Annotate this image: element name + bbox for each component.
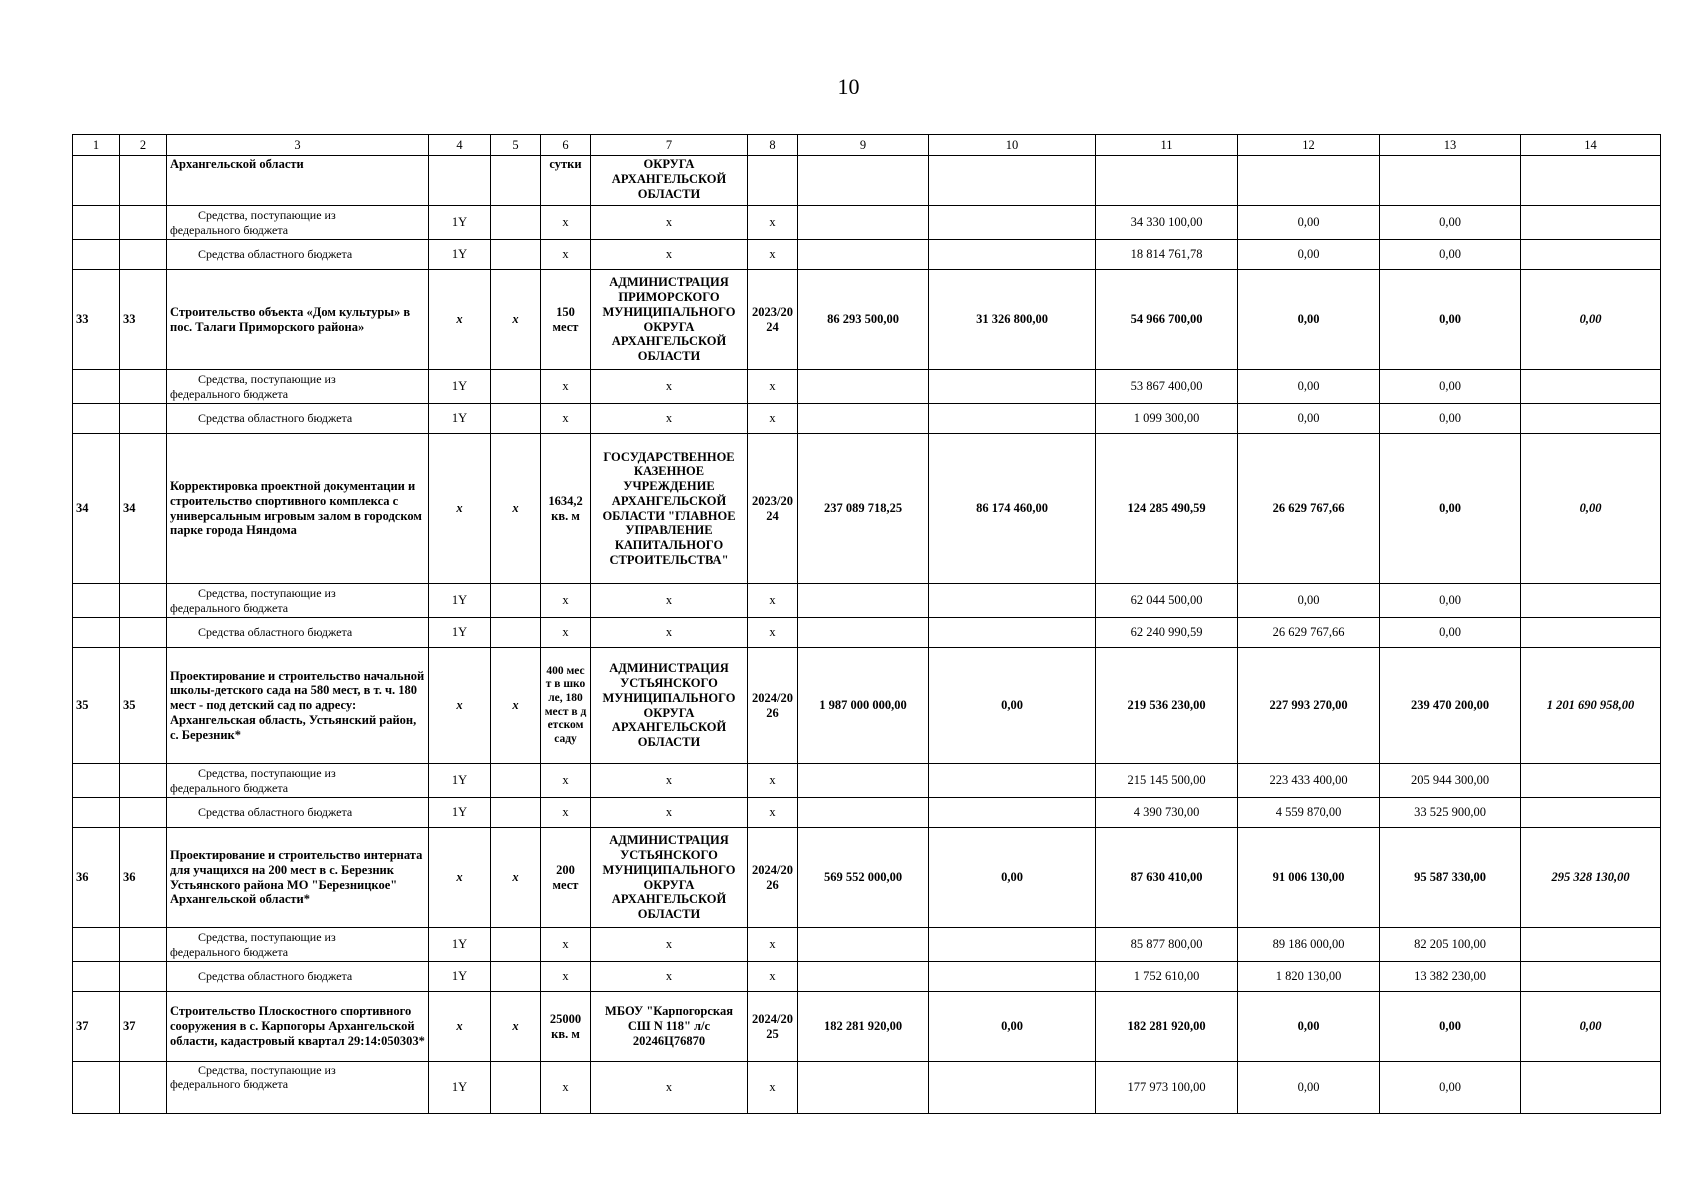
cell xyxy=(73,798,120,828)
amount: 31 326 800,00 xyxy=(929,270,1096,370)
amount: 85 877 800,00 xyxy=(1096,928,1238,962)
amount: 0,00 xyxy=(1380,992,1521,1062)
cell xyxy=(491,206,541,240)
period: 2023/2024 xyxy=(748,434,798,584)
cell xyxy=(491,798,541,828)
cell xyxy=(748,156,798,206)
code: 1Y xyxy=(429,206,491,240)
x-mark: х xyxy=(591,1062,748,1114)
cell xyxy=(1521,156,1661,206)
funding-label: Средства, поступающие из федерального бюджета xyxy=(167,928,429,962)
period: 2024/2026 xyxy=(748,648,798,764)
x-mark: x xyxy=(429,270,491,370)
cell xyxy=(120,928,167,962)
cell xyxy=(120,798,167,828)
x-mark: х xyxy=(541,764,591,798)
table-row-object xyxy=(73,434,1661,584)
capacity: сутки xyxy=(541,156,591,206)
amount: 91 006 130,00 xyxy=(1238,828,1380,928)
x-mark: x xyxy=(429,434,491,584)
x-mark: х xyxy=(591,240,748,270)
amount: 62 240 990,59 xyxy=(1096,618,1238,648)
x-mark: х xyxy=(541,928,591,962)
object-name: Строительство Плоскостного спортивного сооружения в с. Карпогоры Архангельской области, кадастровый квартал 29:14:050303* xyxy=(167,992,429,1062)
amount: 0,00 xyxy=(929,992,1096,1062)
funding-label: Средства, поступающие из федерального бюджета xyxy=(167,1062,429,1114)
amount: 54 966 700,00 xyxy=(1096,270,1238,370)
x-mark: х xyxy=(591,618,748,648)
amount: 13 382 230,00 xyxy=(1380,962,1521,992)
cell xyxy=(798,404,929,434)
x-mark: x xyxy=(429,992,491,1062)
object-name: Корректировка проектной документации и строительство спортивного комплекса с универсальным игровым залом в городском парке города Няндома xyxy=(167,434,429,584)
funding-label: Средства областного бюджета xyxy=(167,962,429,992)
cell xyxy=(929,156,1096,206)
amount: 95 587 330,00 xyxy=(1380,828,1521,928)
amount: 87 630 410,00 xyxy=(1096,828,1238,928)
x-mark: х xyxy=(748,1062,798,1114)
amount: 0,00 xyxy=(1380,240,1521,270)
amount: 62 044 500,00 xyxy=(1096,584,1238,618)
cell xyxy=(798,1062,929,1114)
table-row-federal xyxy=(73,928,1661,962)
cell xyxy=(120,404,167,434)
x-mark: х xyxy=(541,1062,591,1114)
table-row-regional xyxy=(73,240,1661,270)
cell xyxy=(73,928,120,962)
cell xyxy=(491,156,541,206)
header-row xyxy=(73,135,1661,156)
amount: 86 174 460,00 xyxy=(929,434,1096,584)
table-row-object xyxy=(73,270,1661,370)
cell xyxy=(120,962,167,992)
x-mark: х xyxy=(748,240,798,270)
cell xyxy=(798,584,929,618)
cell xyxy=(1521,962,1661,992)
x-mark: х xyxy=(748,962,798,992)
cell xyxy=(73,206,120,240)
x-mark: х xyxy=(541,584,591,618)
cell xyxy=(120,240,167,270)
capacity: 150 мест xyxy=(541,270,591,370)
amount: 0,00 xyxy=(1380,270,1521,370)
amount: 0,00 xyxy=(929,648,1096,764)
amount: 26 629 767,66 xyxy=(1238,434,1380,584)
amount: 0,00 xyxy=(1521,992,1661,1062)
table-row-regional xyxy=(73,618,1661,648)
row-number: 36 xyxy=(73,828,120,928)
amount: 4 559 870,00 xyxy=(1238,798,1380,828)
organization: ОКРУГА АРХАНГЕЛЬСКОЙ ОБЛАСТИ xyxy=(591,156,748,206)
capacity: 25000 кв. м xyxy=(541,992,591,1062)
cell xyxy=(1521,404,1661,434)
cell xyxy=(1521,370,1661,404)
cell xyxy=(1521,764,1661,798)
x-mark: х xyxy=(591,584,748,618)
row-number: 33 xyxy=(120,270,167,370)
row-number: 35 xyxy=(120,648,167,764)
cell xyxy=(120,156,167,206)
cell xyxy=(73,370,120,404)
cell xyxy=(929,240,1096,270)
amount: 82 205 100,00 xyxy=(1380,928,1521,962)
cell xyxy=(929,206,1096,240)
code: 1Y xyxy=(429,928,491,962)
amount: 0,00 xyxy=(1238,1062,1380,1114)
amount: 0,00 xyxy=(1521,434,1661,584)
cell xyxy=(491,764,541,798)
cell xyxy=(1521,798,1661,828)
table-row-federal xyxy=(73,370,1661,404)
x-mark: х xyxy=(591,370,748,404)
funding-label: Средства областного бюджета xyxy=(167,240,429,270)
amount: 0,00 xyxy=(1380,370,1521,404)
header-cell: 9 xyxy=(798,135,929,156)
cell xyxy=(1521,928,1661,962)
table-row-federal xyxy=(73,764,1661,798)
header-cell: 6 xyxy=(541,135,591,156)
code: 1Y xyxy=(429,1062,491,1114)
amount: 0,00 xyxy=(1380,434,1521,584)
cell xyxy=(120,206,167,240)
amount: 0,00 xyxy=(1380,1062,1521,1114)
code: 1Y xyxy=(429,584,491,618)
x-mark: х xyxy=(591,404,748,434)
cell xyxy=(929,764,1096,798)
amount: 1 987 000 000,00 xyxy=(798,648,929,764)
table-row-object xyxy=(73,992,1661,1062)
object-name: Архангельской области xyxy=(167,156,429,206)
investment-table xyxy=(72,134,1661,1114)
cell xyxy=(929,928,1096,962)
cell xyxy=(798,928,929,962)
funding-label: Средства областного бюджета xyxy=(167,618,429,648)
organization: АДМИНИСТРАЦИЯ ПРИМОРСКОГО МУНИЦИПАЛЬНОГО ОКРУГА АРХАНГЕЛЬСКОЙ ОБЛАСТИ xyxy=(591,270,748,370)
header-cell: 12 xyxy=(1238,135,1380,156)
cell xyxy=(491,240,541,270)
amount: 0,00 xyxy=(1238,404,1380,434)
cell xyxy=(1380,156,1521,206)
x-mark: x xyxy=(491,828,541,928)
amount: 569 552 000,00 xyxy=(798,828,929,928)
amount: 227 993 270,00 xyxy=(1238,648,1380,764)
x-mark: x xyxy=(491,434,541,584)
x-mark: х xyxy=(591,764,748,798)
cell xyxy=(1521,618,1661,648)
header-cell: 10 xyxy=(929,135,1096,156)
amount: 0,00 xyxy=(1380,206,1521,240)
row-number: 37 xyxy=(120,992,167,1062)
object-name: Проектирование и строительство интерната для учащихся на 200 мест в с. Березник Устьянского района МО "Березницкое" Архангельской области* xyxy=(167,828,429,928)
amount: 219 536 230,00 xyxy=(1096,648,1238,764)
cell xyxy=(1521,1062,1661,1114)
cell xyxy=(73,1062,120,1114)
cell xyxy=(798,962,929,992)
cell xyxy=(429,156,491,206)
header-cell: 4 xyxy=(429,135,491,156)
amount: 0,00 xyxy=(1521,270,1661,370)
x-mark: х xyxy=(748,798,798,828)
cell xyxy=(798,206,929,240)
x-mark: х xyxy=(541,962,591,992)
code: 1Y xyxy=(429,618,491,648)
cell xyxy=(491,1062,541,1114)
cell xyxy=(73,584,120,618)
x-mark: х xyxy=(541,240,591,270)
cell xyxy=(929,618,1096,648)
amount: 223 433 400,00 xyxy=(1238,764,1380,798)
x-mark: х xyxy=(541,798,591,828)
header-cell: 14 xyxy=(1521,135,1661,156)
funding-label: Средства, поступающие из федерального бюджета xyxy=(167,764,429,798)
header-cell: 1 xyxy=(73,135,120,156)
cell xyxy=(1521,584,1661,618)
amount: 89 186 000,00 xyxy=(1238,928,1380,962)
cell xyxy=(491,584,541,618)
cell xyxy=(1521,206,1661,240)
row-number: 34 xyxy=(73,434,120,584)
x-mark: х xyxy=(541,370,591,404)
x-mark: x xyxy=(491,648,541,764)
amount: 1 201 690 958,00 xyxy=(1521,648,1661,764)
funding-label: Средства областного бюджета xyxy=(167,404,429,434)
amount: 86 293 500,00 xyxy=(798,270,929,370)
x-mark: x xyxy=(491,270,541,370)
cell xyxy=(120,1062,167,1114)
table-row-regional xyxy=(73,404,1661,434)
cell xyxy=(798,764,929,798)
cell xyxy=(1238,156,1380,206)
organization: АДМИНИСТРАЦИЯ УСТЬЯНСКОГО МУНИЦИПАЛЬНОГО ОКРУГА АРХАНГЕЛЬСКОЙ ОБЛАСТИ xyxy=(591,828,748,928)
page-number: 10 xyxy=(837,74,860,99)
cell xyxy=(73,156,120,206)
amount: 295 328 130,00 xyxy=(1521,828,1661,928)
header-cell: 7 xyxy=(591,135,748,156)
amount: 205 944 300,00 xyxy=(1380,764,1521,798)
code: 1Y xyxy=(429,240,491,270)
cell xyxy=(1096,156,1238,206)
cell xyxy=(929,404,1096,434)
cell xyxy=(491,928,541,962)
cell xyxy=(73,618,120,648)
x-mark: х xyxy=(591,928,748,962)
amount: 237 089 718,25 xyxy=(798,434,929,584)
cell xyxy=(491,618,541,648)
x-mark: х xyxy=(748,370,798,404)
cell xyxy=(491,370,541,404)
amount: 182 281 920,00 xyxy=(798,992,929,1062)
period: 2024/2026 xyxy=(748,828,798,928)
amount: 182 281 920,00 xyxy=(1096,992,1238,1062)
cell xyxy=(798,798,929,828)
cell xyxy=(73,764,120,798)
cell xyxy=(120,584,167,618)
cell xyxy=(929,370,1096,404)
period: 2023/2024 xyxy=(748,270,798,370)
header-cell: 5 xyxy=(491,135,541,156)
funding-label: Средства, поступающие из федерального бюджета xyxy=(167,370,429,404)
table-row-federal xyxy=(73,584,1661,618)
row-number: 37 xyxy=(73,992,120,1062)
header-cell: 3 xyxy=(167,135,429,156)
capacity: 400 мест в школе, 180 мест в детском саду xyxy=(541,648,591,764)
amount: 215 145 500,00 xyxy=(1096,764,1238,798)
amount: 33 525 900,00 xyxy=(1380,798,1521,828)
cell xyxy=(120,370,167,404)
amount: 124 285 490,59 xyxy=(1096,434,1238,584)
table-row-continuation xyxy=(73,156,1661,206)
cell xyxy=(798,370,929,404)
capacity: 1634,2 кв. м xyxy=(541,434,591,584)
amount: 1 099 300,00 xyxy=(1096,404,1238,434)
amount: 18 814 761,78 xyxy=(1096,240,1238,270)
cell xyxy=(798,156,929,206)
table-row-regional xyxy=(73,798,1661,828)
amount: 1 752 610,00 xyxy=(1096,962,1238,992)
amount: 239 470 200,00 xyxy=(1380,648,1521,764)
code: 1Y xyxy=(429,798,491,828)
cell xyxy=(73,404,120,434)
funding-label: Средства, поступающие из федерального бюджета xyxy=(167,206,429,240)
header-cell: 8 xyxy=(748,135,798,156)
x-mark: х xyxy=(591,962,748,992)
object-name: Проектирование и строительство начальной школы-детского сада на 580 мест, в т. ч. 180 мест - под детский сад по адресу: Архангельская область, Устьянский район, с. Березник* xyxy=(167,648,429,764)
cell xyxy=(1521,240,1661,270)
table-row-object xyxy=(73,828,1661,928)
x-mark: х xyxy=(748,584,798,618)
x-mark: х xyxy=(748,618,798,648)
amount: 26 629 767,66 xyxy=(1238,618,1380,648)
cell xyxy=(120,618,167,648)
amount: 0,00 xyxy=(1380,404,1521,434)
code: 1Y xyxy=(429,370,491,404)
organization: МБОУ "Карпогорская СШ N 118" л/с 20246Ц76870 xyxy=(591,992,748,1062)
amount: 1 820 130,00 xyxy=(1238,962,1380,992)
amount: 0,00 xyxy=(1380,618,1521,648)
x-mark: х xyxy=(748,928,798,962)
table-row-federal xyxy=(73,206,1661,240)
amount: 53 867 400,00 xyxy=(1096,370,1238,404)
cell xyxy=(929,584,1096,618)
cell xyxy=(73,962,120,992)
cell xyxy=(798,618,929,648)
table-row-regional xyxy=(73,962,1661,992)
cell xyxy=(929,1062,1096,1114)
cell xyxy=(798,240,929,270)
x-mark: х xyxy=(748,206,798,240)
x-mark: x xyxy=(429,648,491,764)
header-cell: 11 xyxy=(1096,135,1238,156)
funding-label: Средства, поступающие из федерального бюджета xyxy=(167,584,429,618)
funding-label: Средства областного бюджета xyxy=(167,798,429,828)
organization: ГОСУДАРСТВЕННОЕ КАЗЕННОЕ УЧРЕЖДЕНИЕ АРХАНГЕЛЬСКОЙ ОБЛАСТИ "ГЛАВНОЕ УПРАВЛЕНИЕ КАПИТАЛЬНОГО СТРОИТЕЛЬСТВА" xyxy=(591,434,748,584)
amount: 0,00 xyxy=(1238,992,1380,1062)
code: 1Y xyxy=(429,962,491,992)
cell xyxy=(491,962,541,992)
x-mark: x xyxy=(429,828,491,928)
header-cell: 13 xyxy=(1380,135,1521,156)
amount: 0,00 xyxy=(1238,270,1380,370)
x-mark: х xyxy=(748,764,798,798)
cell xyxy=(120,764,167,798)
period: 2024/2025 xyxy=(748,992,798,1062)
header-cell: 2 xyxy=(120,135,167,156)
row-number: 35 xyxy=(73,648,120,764)
table-row-object xyxy=(73,648,1661,764)
x-mark: х xyxy=(591,206,748,240)
amount: 0,00 xyxy=(1238,206,1380,240)
amount: 177 973 100,00 xyxy=(1096,1062,1238,1114)
cell xyxy=(73,240,120,270)
capacity: 200 мест xyxy=(541,828,591,928)
cell xyxy=(929,798,1096,828)
x-mark: х xyxy=(541,206,591,240)
object-name: Строительство объекта «Дом культуры» в пос. Талаги Приморского района» xyxy=(167,270,429,370)
row-number: 34 xyxy=(120,434,167,584)
organization: АДМИНИСТРАЦИЯ УСТЬЯНСКОГО МУНИЦИПАЛЬНОГО ОКРУГА АРХАНГЕЛЬСКОЙ ОБЛАСТИ xyxy=(591,648,748,764)
x-mark: x xyxy=(491,992,541,1062)
x-mark: х xyxy=(541,404,591,434)
cell xyxy=(929,962,1096,992)
amount: 0,00 xyxy=(1380,584,1521,618)
code: 1Y xyxy=(429,404,491,434)
cell xyxy=(491,404,541,434)
x-mark: х xyxy=(748,404,798,434)
table-row-federal xyxy=(73,1062,1661,1114)
amount: 0,00 xyxy=(1238,370,1380,404)
code: 1Y xyxy=(429,764,491,798)
row-number: 33 xyxy=(73,270,120,370)
x-mark: х xyxy=(541,618,591,648)
amount: 0,00 xyxy=(929,828,1096,928)
amount: 4 390 730,00 xyxy=(1096,798,1238,828)
row-number: 36 xyxy=(120,828,167,928)
amount: 0,00 xyxy=(1238,584,1380,618)
amount: 34 330 100,00 xyxy=(1096,206,1238,240)
amount: 0,00 xyxy=(1238,240,1380,270)
x-mark: х xyxy=(591,798,748,828)
